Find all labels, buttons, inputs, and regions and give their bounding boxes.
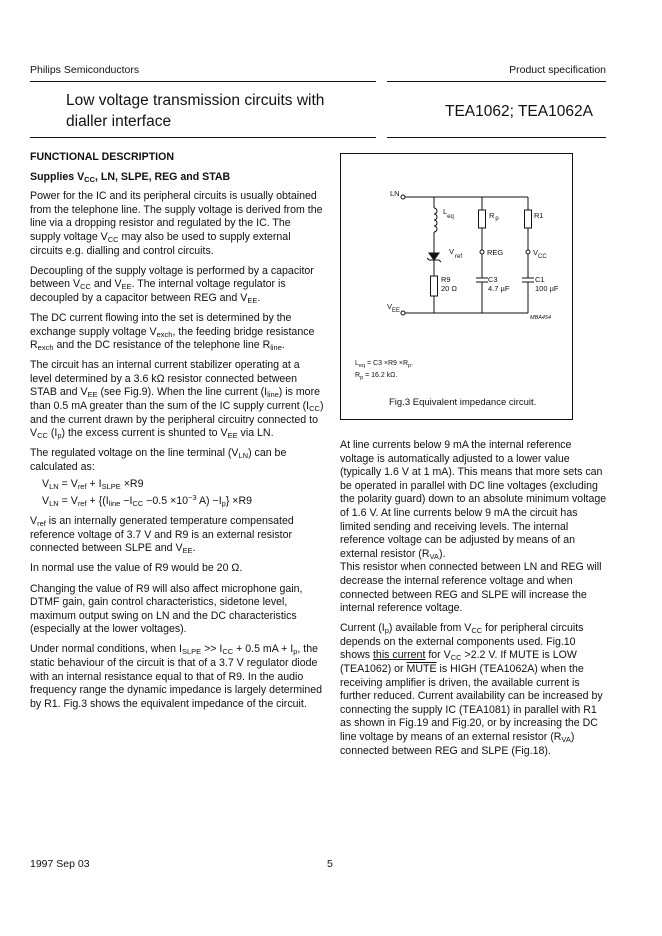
label-c1-value: 100 µF — [535, 284, 559, 293]
label-ln: LN — [390, 189, 400, 198]
right-column — [340, 439, 607, 765]
figure-3 — [340, 153, 573, 420]
header-company: Philips Semiconductors — [30, 64, 140, 76]
page-number: 5 — [327, 858, 333, 870]
subsection-heading: Supplies $V_{CC}$, LN, SLPE, REG and STAB — [30, 170, 231, 184]
paragraph: Power for the IC and its peripheral circuits is usually obtained from the telephone line. The supply voltage is derived from the line via a dropping resistor and regulated by the IC. The supply voltage $V_{CC}$ may also be used to supply external circuits e.g. dialling and control circuits. — [30, 190, 323, 257]
ln-terminal — [401, 195, 405, 199]
reg-node — [480, 250, 484, 254]
left-column — [30, 151, 324, 718]
note-rp: $R_p = 16.2$ kΩ. — [355, 372, 398, 381]
vee-terminal — [401, 311, 405, 315]
figure-caption: Fig.3 Equivalent impedance circuit. — [389, 397, 537, 408]
resistor-rp — [479, 210, 486, 228]
label-c3: C3 — [488, 275, 498, 284]
paragraph: The regulated voltage on the line terminal $(V_{LN})$ can be calculated as: — [30, 447, 287, 473]
vcc-node — [526, 250, 530, 254]
label-r1: R1 — [534, 211, 544, 220]
resistor-r9 — [431, 276, 438, 296]
figure-code: MBA454 — [530, 315, 552, 321]
label-leq: $L_{eq}$ — [443, 207, 454, 220]
label-reg: REG — [487, 248, 504, 257]
paragraph: Under normal conditions, when $I_{SLPE} >> I_{CC} + 0.5$ mA + $I_p$, the static behaviour of the circuit is that of a 3.7 V regulator diode with an internal resistance equal to that of R9. In the audio frequency range the dynamic impedance is largely determined by R1. Fig.3 shows the equivalent impedance of the circuit. — [30, 643, 323, 710]
paragraph: Decoupling of the supply voltage is performed by a capacitor between $V_{CC}$ and $V_{EE}$. The internal voltage regulator is decoupled by a capacitor between REG and $V_{EE}$. — [30, 264, 314, 305]
inductor-leq — [434, 208, 437, 232]
title-rule-right — [387, 137, 606, 138]
document-title: Low voltage transmission circuits with dialler interface — [66, 92, 325, 130]
equation-2: $V_{LN} = V_{ref} + \{(I_{line} -I_{CC} -0.5 \times 10^{-3}$ $A) -I_p\} \times R9$ — [42, 493, 253, 509]
note-leq: $L_{eq} = C3 \times R9 \times R_p$. — [355, 360, 414, 369]
paragraph: The DC current flowing into the set is determined by the exchange supply voltage $V_{exch}$, the feeding bridge resistance $R_{exch}$ and the DC resistance of the telephone line $R_{line}$. — [30, 311, 315, 353]
label-vee: $V_{EE}$ — [387, 302, 401, 314]
paragraph: In normal use the value of R9 would be 20 Ω. — [30, 562, 243, 575]
label-c1: C1 — [535, 275, 545, 284]
label-r9: R9 — [441, 275, 451, 284]
paragraph: Changing the value of R9 will also affect microphone gain, DTMF gain, gain control characteristics, sidetone level, maximum output swing on LN and the DC characteristics (especially at the lower voltages). — [30, 582, 303, 636]
paragraph: At line currents below 9 mA the internal reference voltage is automatically adjusted to a lower value (typically 1.6 V at 1 mA). This means that more sets can be operated in parallel with DC line voltages (excluding the polarity guard) down to an absolute minimum voltage of 1.6 V. At line currents below 9 mA the circuit has limited sending and receiving levels. The internal reference voltage can be adjusted by means of an external resistor $(R_{VA})$. — [340, 439, 607, 561]
resistor-r1 — [525, 210, 532, 228]
header-rule-left — [30, 81, 376, 82]
label-vref: $V_{ref}$ — [449, 247, 463, 260]
zener-diode — [429, 253, 439, 260]
label-vcc: $V_{CC}$ — [533, 248, 547, 260]
section-heading: FUNCTIONAL DESCRIPTION — [30, 151, 174, 163]
label-c3-value: 4.7 µF — [488, 284, 510, 293]
footer-date: 1997 Sep 03 — [30, 858, 90, 870]
label-r9-value: 20 Ω — [441, 284, 458, 293]
paragraph: Current $(I_p)$ available from $V_{CC}$ for peripheral circuits depends on the external components used. Fig.10 shows this current for $V_{CC} >2.2$ V. If MUTE is LOW (TEA1062) or MUTE is HIGH (TEA1062A) when the receiving amplifier is driven, the available current is further reduced. Current availability can be increased by connecting the supply IC (TEA1081) in parallel with R1 as shown in Fig.19 and Fig.20, or by increasing the DC line voltage by means of an external resistor $(R_{VA})$ connected between REG and SLPE (Fig.18). — [340, 622, 603, 757]
part-number: TEA1062; TEA1062A — [445, 103, 593, 120]
paragraph: This resistor when connected between LN and REG will decrease the internal reference voltage and when connected between REG and SLPE will increase the internal reference voltage. — [340, 561, 602, 615]
paragraph: The circuit has an internal current stabilizer operating at a level determined by a 3.6 kΩ resistor connected between STAB and $V_{EE}$ (see Fig.9). When the line current $(I_{line})$ is more than 0.5 mA greater than the sum of the IC supply current $(I_{CC})$ and the current drawn by the peripheral circuitry connected to $V_{CC}$ $(I_p)$ the excess current is shunted to $V_{EE}$ via LN. — [30, 359, 324, 441]
title-rule-left — [30, 137, 376, 138]
header-doc-type: Product specification — [509, 64, 606, 76]
paragraph: $V_{ref}$ is an internally generated temperature compensated reference voltage of 3.7 V and R9 is an external resistor connected between SLPE and $V_{EE}$. — [30, 515, 294, 556]
header-rule-right — [387, 81, 606, 82]
equivalent-impedance-circuit — [341, 154, 572, 419]
equation-1: $V_{LN} = V_{ref} + I_{SLPE} \times R9$ — [42, 478, 144, 492]
label-rp: $R_p$ — [489, 211, 499, 222]
